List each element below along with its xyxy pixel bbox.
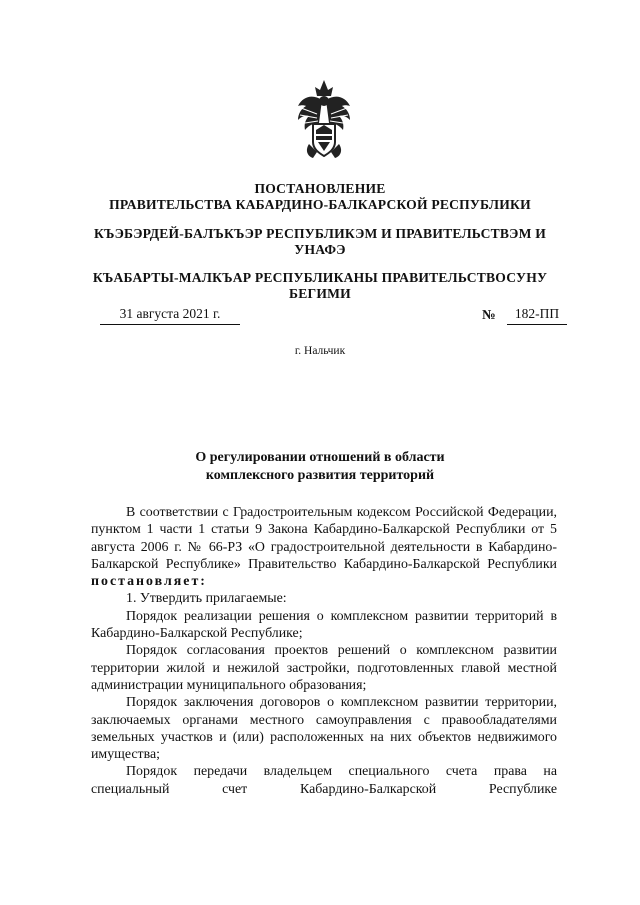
title-line-2: комплексного развития территорий <box>205 468 435 483</box>
coat-of-arms-icon <box>295 78 353 160</box>
government-name-russian: ПРАВИТЕЛЬСТВА КАБАРДИНО-БАЛКАРСКОЙ РЕСПУБЛИКИ <box>109 197 531 212</box>
order-1: Порядок реализации решения о комплексном развитии территорий в Кабардино-Балкарской Республике; <box>91 608 557 642</box>
document-header-russian <box>60 181 580 213</box>
city-name: г. Нальчик <box>294 345 346 357</box>
document-date: 31 августа 2021 г. <box>100 304 240 325</box>
order-3: Порядок заключения договоров о комплексном развитии территории, заключаемых органами местного самоуправления с правообладателями земельных участков и (или) расположенных на них объектов недвижимого имущества; <box>91 695 557 763</box>
document-header-kabardian <box>60 226 580 258</box>
intro-text: В соответствии с Градостроительным кодексом Российской Федерации, пунктом 1 части 1 статьи 9 Закона Кабардино-Балкарской Республики от 5 августа 2006 г. № 66-РЗ «О градостроительной деятельности в Кабардино-Балкарской Республике» Правительство Кабардино-Балкарской Республики <box>91 505 557 572</box>
decree-word: постановляет: <box>91 574 207 590</box>
balkar-line-1: КЪАБАРТЫ-МАЛКЪАР РЕСПУБЛИКАНЫ ПРАВИТЕЛЬСТВОСУНУ <box>92 270 548 285</box>
order-4: Порядок передачи владельцем специального счета права на специальный счет Кабардино-Балкарской Республике <box>91 764 557 797</box>
document-number: 182-ПП <box>507 304 567 325</box>
title-line-1: О регулировании отношений в области <box>195 450 445 465</box>
kabardian-line-2: УНАФЭ <box>294 242 346 257</box>
document-header-balkar <box>60 270 580 302</box>
kabardian-line-1: КЪЭБЭРДЕЙ-БАЛЪКЪЭР РЕСПУБЛИКЭМ И ПРАВИТЕЛЬСТВЭМ И <box>93 226 547 241</box>
document-body <box>91 504 557 798</box>
item-1: 1. Утвердить прилагаемые: <box>126 591 287 607</box>
document-title <box>60 449 580 485</box>
number-sign: № <box>482 307 496 322</box>
order-2: Порядок согласования проектов решений о комплексном развитии территории жилой и нежилой застройки, подготовленных главой местной администрации муниципального образования; <box>91 643 557 693</box>
intro-paragraph <box>91 504 557 590</box>
document-type: ПОСТАНОВЛЕНИЕ <box>254 181 386 196</box>
balkar-line-2: БЕГИМИ <box>289 286 351 301</box>
